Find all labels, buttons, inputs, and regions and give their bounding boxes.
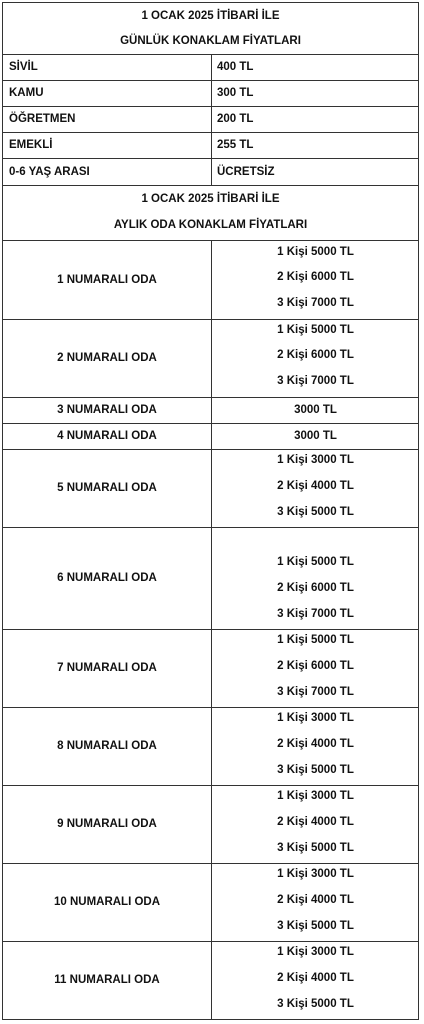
room-price: 3000 TL [294,430,337,442]
room-name: 1 NUMARALI ODA [57,273,157,286]
monthly-header-line2: AYLIK ODA KONAKLAM FİYATLARI [113,219,308,231]
room-price: 1 Kişi 3000 TL [277,454,354,466]
room-price: 1 Kişi 5000 TL [277,634,354,646]
room-price: 3 Kişi 7000 TL [277,608,354,620]
room-price: 1 Kişi 3000 TL [277,790,354,802]
room-name: 6 NUMARALI ODA [57,572,157,584]
room-price: 3 Kişi 5000 TL [277,506,354,518]
daily-price: 255 TL [217,139,254,151]
daily-category: ÖĞRETMEN [9,113,76,125]
room-price: 1 Kişi 3000 TL [277,868,354,880]
daily-price: 200 TL [217,113,254,125]
room-price: 1 Kişi 3000 TL [277,712,354,724]
room-price: 3 Kişi 5000 TL [277,764,354,776]
room-price: 3000 TL [294,404,337,416]
room-price: 1 Kişi 5000 TL [277,556,354,568]
room-price: 1 Kişi 5000 TL [277,246,354,258]
room-price: 1 Kişi 3000 TL [277,946,354,958]
room-name: 11 NUMARALI ODA [54,974,160,986]
monthly-header-line1: 1 OCAK 2025 İTİBARİ İLE [141,193,280,205]
room-name: 2 NUMARALI ODA [57,352,157,364]
daily-category: 0-6 YAŞ ARASI [9,165,90,178]
room-name: 7 NUMARALI ODA [57,662,157,674]
room-price: 2 Kişi 4000 TL [277,738,354,750]
room-price: 3 Kişi 5000 TL [277,842,354,854]
room-price: 2 Kişi 4000 TL [277,480,354,492]
room-name: 5 NUMARALI ODA [57,482,157,494]
room-price: 2 Kişi 6000 TL [277,582,354,594]
room-price: 3 Kişi 5000 TL [277,920,354,932]
daily-category: EMEKLİ [9,139,53,151]
room-price: 3 Kişi 7000 TL [277,297,354,309]
daily-price: 300 TL [217,87,254,99]
daily-header-line2: GÜNLÜK KONAKLAM FİYATLARI [120,35,301,47]
daily-category: KAMU [9,87,44,99]
room-name: 3 NUMARALI ODA [57,404,157,416]
room-name: 9 NUMARALI ODA [57,818,157,830]
room-price: 3 Kişi 7000 TL [277,375,354,387]
price-table [2,2,419,1020]
room-price: 2 Kişi 6000 TL [277,349,354,361]
room-price: 3 Kişi 5000 TL [277,998,354,1010]
room-name: 4 NUMARALI ODA [57,430,157,442]
daily-category: SİVİL [9,61,38,73]
room-price: 2 Kişi 4000 TL [277,972,354,984]
room-price: 2 Kişi 6000 TL [277,271,354,283]
room-price: 1 Kişi 5000 TL [277,324,354,336]
room-price: 3 Kişi 7000 TL [277,686,354,698]
room-name: 10 NUMARALI ODA [53,896,161,908]
room-name: 8 NUMARALI ODA [57,740,157,752]
room-price: 2 Kişi 4000 TL [277,816,354,828]
daily-header-line1: 1 OCAK 2025 İTİBARİ İLE [141,10,280,22]
daily-price: ÜCRETSİZ [217,165,275,178]
room-price: 2 Kişi 4000 TL [277,894,354,906]
room-price: 2 Kişi 6000 TL [277,660,354,672]
daily-price: 400 TL [217,61,254,73]
